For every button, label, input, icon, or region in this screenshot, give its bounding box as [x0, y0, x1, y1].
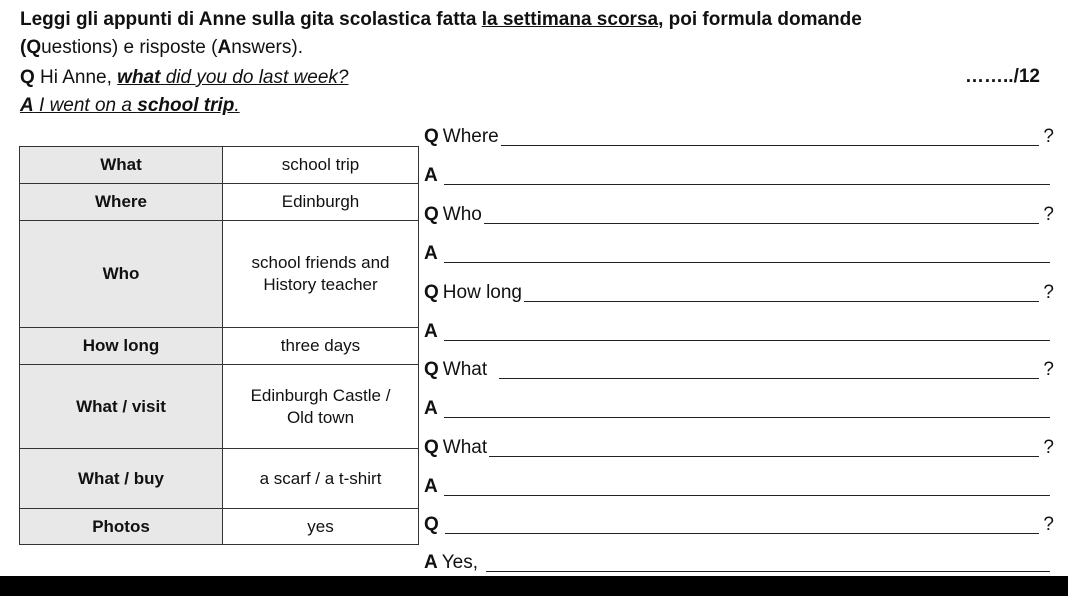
table-key: What / visit [20, 365, 223, 449]
example-q-text-2: did you do last week? [160, 67, 349, 88]
qa-text: Yes, [441, 552, 479, 573]
example-a-text-2: . [234, 95, 240, 116]
answer-blank[interactable] [444, 324, 1050, 341]
qa-line [424, 512, 1054, 538]
qa-label: Q [424, 437, 439, 458]
example-answer [20, 94, 240, 118]
notes-table [19, 146, 419, 545]
table-value: school trip [223, 147, 419, 184]
instruction-answers: nswers). [231, 37, 303, 58]
qa-line [424, 435, 1054, 461]
answer-blank[interactable] [484, 207, 1040, 224]
a-label: A [20, 95, 34, 116]
qa-text: What [442, 437, 488, 458]
answer-blank[interactable] [489, 440, 1039, 457]
footer-bar [0, 576, 1068, 596]
qa-label: Q [424, 204, 439, 225]
example-question [20, 66, 348, 90]
table-key: What / buy [20, 449, 223, 509]
qa-line [424, 550, 1054, 576]
qa-label: Q [424, 282, 439, 303]
instruction [20, 6, 1050, 62]
instruction-text: Leggi gli appunti di Anne sulla gita scolastica fatta [20, 9, 482, 30]
qa-line [424, 202, 1054, 228]
table-key: Who [20, 221, 223, 328]
instruction-text-2: , poi formula domande [658, 9, 862, 30]
answer-blank[interactable] [445, 517, 1040, 534]
answer-blank[interactable] [499, 362, 1039, 379]
table-value: school friends and History teacher [223, 221, 419, 328]
table-row [20, 221, 419, 328]
instruction-q-letter: Q [26, 37, 42, 58]
table-row [20, 449, 419, 509]
instruction-line2: ( [20, 37, 27, 58]
qa-line [424, 319, 1054, 345]
answer-blank[interactable] [444, 246, 1050, 263]
answer-blank[interactable] [486, 555, 1050, 572]
qa-text: What [442, 359, 488, 380]
table-row [20, 184, 419, 221]
table-key: How long [20, 328, 223, 365]
qa-label: Q [424, 359, 439, 380]
table-value: yes [223, 509, 419, 545]
qa-line [424, 396, 1054, 422]
example-a-bold: school trip [137, 95, 235, 116]
qa-label: A [424, 165, 438, 186]
table-row [20, 365, 419, 449]
qa-line [424, 241, 1054, 267]
qa-line [424, 163, 1054, 189]
table-value: Edinburgh [223, 184, 419, 221]
answer-blank[interactable] [524, 285, 1039, 302]
qa-end: ? [1043, 204, 1054, 225]
table-value: a scarf / a t-shirt [223, 449, 419, 509]
qa-end: ? [1043, 282, 1054, 303]
qa-label: A [424, 476, 438, 497]
qa-end: ? [1043, 359, 1054, 380]
qa-end: ? [1043, 514, 1054, 535]
table-row [20, 509, 419, 545]
qa-line [424, 124, 1054, 150]
qa-end: ? [1043, 437, 1054, 458]
table-row [20, 147, 419, 184]
qa-line [424, 474, 1054, 500]
qa-text: Where [442, 126, 499, 147]
example-q-what: what [117, 67, 161, 88]
table-value: three days [223, 328, 419, 365]
answer-blank[interactable] [501, 129, 1040, 146]
instruction-questions: uestions) e risposte ( [41, 37, 218, 58]
table-row [20, 328, 419, 365]
table-key: Photos [20, 509, 223, 545]
instruction-a-letter: A [217, 37, 232, 58]
qa-end: ? [1043, 126, 1054, 147]
qa-text: Who [442, 204, 482, 225]
example-a-text: I went on a [33, 95, 138, 116]
qa-label: Q [424, 126, 439, 147]
qa-text: How long [442, 282, 522, 303]
example-q-text: Hi Anne, [34, 67, 118, 88]
qa-label: A [424, 552, 438, 573]
qa-label: Q [424, 514, 439, 535]
qa-label: A [424, 243, 438, 264]
answer-blank[interactable] [444, 479, 1050, 496]
qa-line [424, 357, 1054, 383]
table-key: Where [20, 184, 223, 221]
score: ……../12 [965, 66, 1040, 87]
answer-blank[interactable] [444, 401, 1050, 418]
q-label: Q [20, 67, 35, 88]
instruction-underlined: la settimana scorsa [481, 9, 659, 30]
qa-label: A [424, 321, 438, 342]
table-key: What [20, 147, 223, 184]
table-value: Edinburgh Castle / Old town [223, 365, 419, 449]
qa-line [424, 280, 1054, 306]
qa-label: A [424, 398, 438, 419]
answer-blank[interactable] [444, 168, 1050, 185]
